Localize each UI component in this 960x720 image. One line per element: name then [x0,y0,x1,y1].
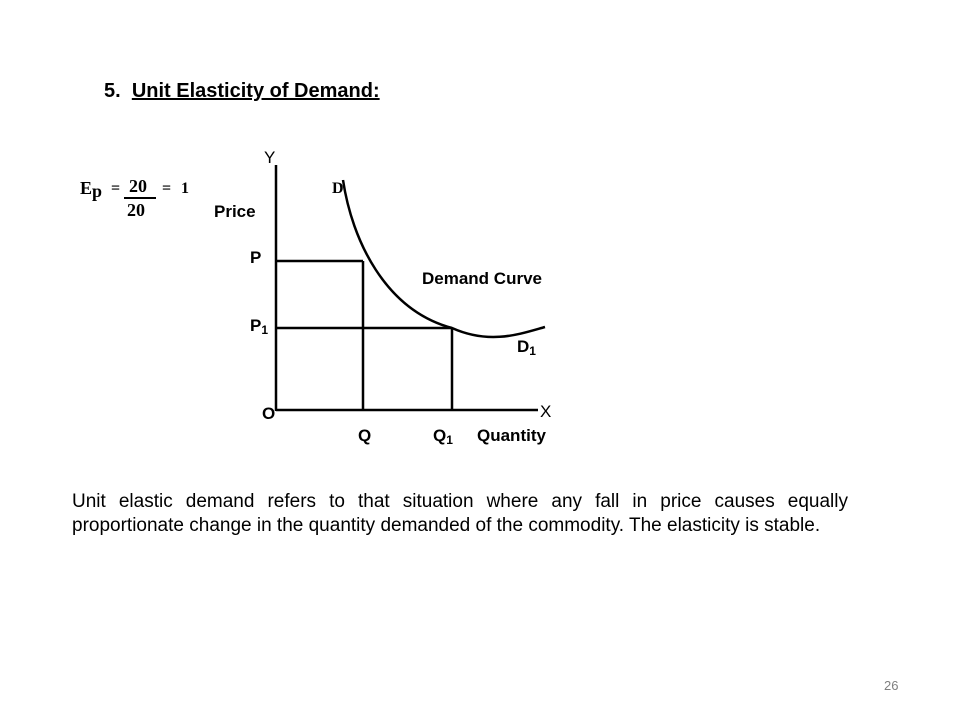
curve-end-subscript: 1 [529,344,536,358]
origin-label: O [262,404,276,423]
formula-result: 1 [181,180,189,197]
curve-start-label: D [332,180,344,197]
quantity-q-label: Q [358,426,372,445]
formula-lhs: $E_p$ [80,178,103,201]
explanation-paragraph: Unit elastic demand refers to that situation where any fall in price causes equally proportionate change in the quantity demanded of the commodity. The elasticity is stable. [72,491,848,536]
curve-end-label: $D_1$ [517,337,536,358]
price-p-label: P [250,248,262,267]
demand-curve [343,180,545,337]
x-axis-label: X [540,402,552,421]
formula-equals-2: = [162,180,172,197]
price-p1-label: $P_1$ [250,316,269,337]
heading-title: Unit Elasticity of Demand: [131,80,380,102]
quantity-q1-label: $Q_1$ [433,426,453,447]
quantity-q1-subscript: 1 [446,433,453,447]
formula-equals-1: = [111,180,121,197]
x-axis-title: Quantity [477,426,546,445]
heading-number: 5. [104,80,121,102]
formula-numerator: 20 [129,176,147,196]
demand-curve-title: Demand Curve [422,269,542,288]
y-axis-title: Price [214,202,256,221]
formula-denominator: 20 [127,200,145,220]
price-p1-subscript: 1 [261,323,269,337]
formula-lhs-subscript: p [92,181,103,201]
page-number: 26 [884,678,899,693]
y-axis-label: Y [264,148,276,167]
